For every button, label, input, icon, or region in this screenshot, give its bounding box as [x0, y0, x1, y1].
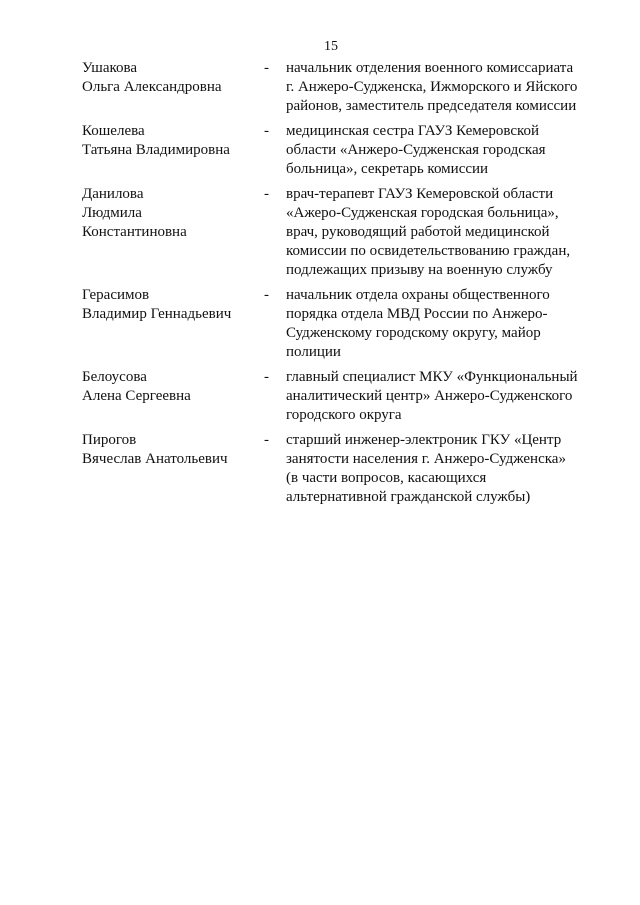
- member-surname: Герасимов: [82, 287, 150, 303]
- member-role-line: врач, руководящий работой медицинской: [286, 224, 550, 240]
- member-given-name: Людмила: [82, 205, 142, 221]
- member-name: [82, 431, 264, 469]
- member-given-names: Владимир Геннадьевич: [82, 306, 232, 322]
- member-entry: [82, 431, 602, 507]
- separator-dash: -: [264, 287, 269, 303]
- member-entry: [82, 286, 602, 362]
- member-surname: Кошелева: [82, 123, 145, 139]
- member-name: [82, 368, 264, 406]
- member-surname: Данилова: [82, 186, 144, 202]
- member-role-line: занятости населения г. Анжеро-Судженска»: [286, 451, 566, 467]
- member-entry: [82, 368, 602, 425]
- member-name: [82, 286, 264, 324]
- member-role-line: (в части вопросов, касающихся: [286, 470, 487, 486]
- commission-members-list: [82, 59, 602, 513]
- member-role-line: начальник отделения военного комиссариата: [286, 60, 574, 76]
- member-role-line: аналитический центр» Анжеро-Судженского: [286, 388, 573, 404]
- member-surname: Белоусова: [82, 369, 147, 385]
- member-name: [82, 59, 264, 97]
- member-name: [82, 185, 264, 242]
- member-role: [286, 185, 592, 280]
- separator-dash: -: [264, 432, 269, 448]
- member-surname: Пирогов: [82, 432, 137, 448]
- member-role-line: больница», секретарь комиссии: [286, 161, 489, 177]
- member-given-names: Ольга Александровна: [82, 79, 222, 95]
- member-role-line: старший инженер-электроник ГКУ «Центр: [286, 432, 562, 448]
- member-role-line: «Ажеро-Судженская городская больница»,: [286, 205, 559, 221]
- separator-dash: -: [264, 186, 269, 202]
- member-role-line: полиции: [286, 344, 341, 360]
- member-role: [286, 431, 592, 507]
- member-role-line: подлежащих призыву на военную службу: [286, 262, 553, 278]
- member-given-names: Алена Сергеевна: [82, 388, 191, 404]
- member-patronymic: Константиновна: [82, 224, 187, 240]
- member-role: [286, 122, 592, 179]
- member-given-names: Татьяна Владимировна: [82, 142, 230, 158]
- member-given-names: Вячеслав Анатольевич: [82, 451, 228, 467]
- member-entry: [82, 122, 602, 179]
- member-role: [286, 59, 592, 116]
- member-role-line: медицинская сестра ГАУЗ Кемеровской: [286, 123, 540, 139]
- member-role-line: альтернативной гражданской службы): [286, 489, 531, 505]
- separator-dash: -: [264, 60, 269, 76]
- member-role-line: порядка отдела МВД России по Анжеро-: [286, 306, 548, 322]
- member-role-line: комиссии по освидетельствованию граждан,: [286, 243, 571, 259]
- member-role-line: городского округа: [286, 407, 402, 423]
- member-role-line: районов, заместитель председателя комиссии: [286, 98, 577, 114]
- member-role-line: главный специалист МКУ «Функциональный: [286, 369, 578, 385]
- page-number: 15: [324, 39, 338, 54]
- member-entry: [82, 59, 602, 116]
- separator-dash: -: [264, 369, 269, 385]
- member-role-line: области «Анжеро-Судженская городская: [286, 142, 546, 158]
- member-entry: [82, 185, 602, 280]
- member-role: [286, 286, 592, 362]
- member-role-line: врач-терапевт ГАУЗ Кемеровской области: [286, 186, 554, 202]
- member-role-line: г. Анжеро-Судженска, Ижморского и Яйского: [286, 79, 578, 95]
- member-surname: Ушакова: [82, 60, 138, 76]
- member-name: [82, 122, 264, 160]
- member-role: [286, 368, 592, 425]
- separator-dash: -: [264, 123, 269, 139]
- member-role-line: начальник отдела охраны общественного: [286, 287, 550, 303]
- member-role-line: Судженскому городскому округу, майор: [286, 325, 541, 341]
